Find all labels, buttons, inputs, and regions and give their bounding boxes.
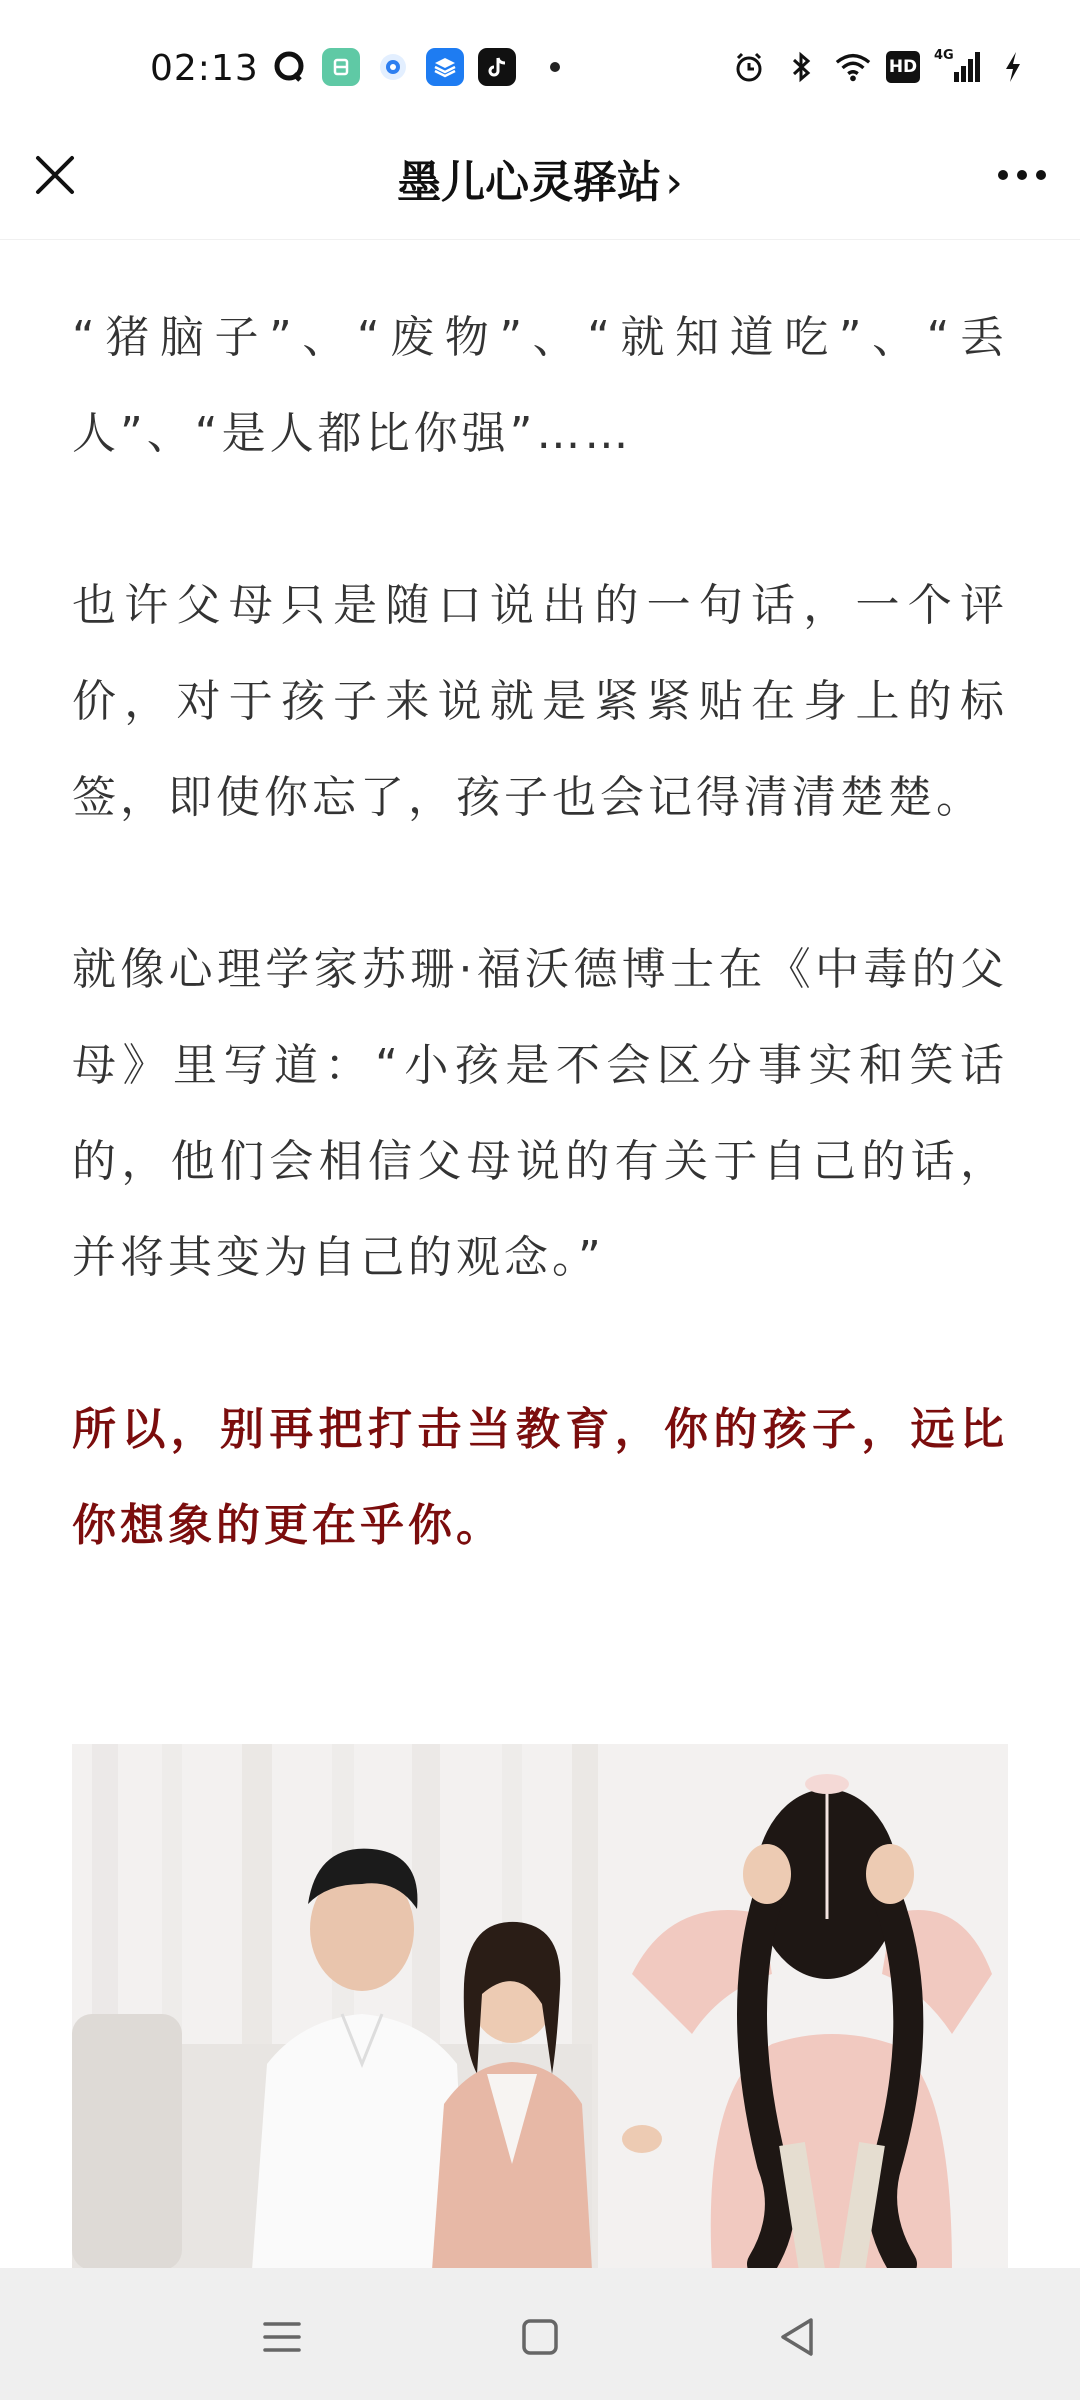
tiktok-icon: [478, 48, 516, 86]
menu-icon: [257, 2312, 307, 2362]
bluetooth-icon: [782, 48, 820, 86]
blue-circle-app-icon: [374, 48, 412, 86]
article-photo[interactable]: [72, 1744, 1008, 2270]
hd-badge: HD: [886, 51, 920, 83]
paragraph-conclusion: 所以，别再把打击当教育，你的孩子，远比你想象的更在乎你。: [72, 1404, 1008, 1551]
home-icon: [515, 2312, 565, 2362]
more-icon-dot: [1036, 170, 1046, 180]
account-title-link[interactable]: [0, 146, 1080, 210]
back-button[interactable]: [773, 2312, 823, 2362]
alarm-icon: [730, 48, 768, 86]
account-name: 墨儿心灵驿站: [397, 157, 662, 208]
back-icon: [773, 2312, 823, 2362]
wifi-icon: [834, 48, 872, 86]
system-navigation-bar: [0, 2268, 1080, 2400]
green-app-icon: [322, 48, 360, 86]
home-button[interactable]: [515, 2312, 565, 2362]
status-indicators: [730, 48, 1032, 86]
paragraph-parents-comment: 也许父母只是随口说出的一句话，一个评价，对于孩子来说就是紧紧贴在身上的标签，即使你忘了，孩子也会记得清清楚楚。: [72, 580, 1008, 823]
paragraph-quote: 就像心理学家苏珊·福沃德博士在《中毒的父母》里写道：“小孩是不会区分事实和笑话的，他们会相信父母说的有关于自己的话，并将其变为自己的观念。”: [72, 944, 1008, 1283]
layers-app-icon: [426, 48, 464, 86]
charging-icon: [994, 48, 1032, 86]
paragraph-labels: “猪脑子”、“废物”、“就知道吃”、“丢人”、“是人都比你强”……: [72, 312, 1008, 459]
network-type-label: 4G: [934, 48, 954, 63]
menu-button[interactable]: [257, 2312, 307, 2362]
status-app-icons: [270, 48, 560, 86]
signal-icon: [934, 48, 980, 86]
more-button[interactable]: [992, 150, 1052, 200]
more-icon-dot: [998, 170, 1008, 180]
status-time: 02:13: [150, 48, 259, 89]
chevron-right-icon: ›: [665, 157, 683, 208]
more-notifications-dot: [550, 62, 560, 72]
article-body: [72, 290, 1008, 1574]
qq-icon: [270, 48, 308, 86]
more-icon-dot: [1017, 170, 1027, 180]
status-bar: [0, 0, 1080, 142]
